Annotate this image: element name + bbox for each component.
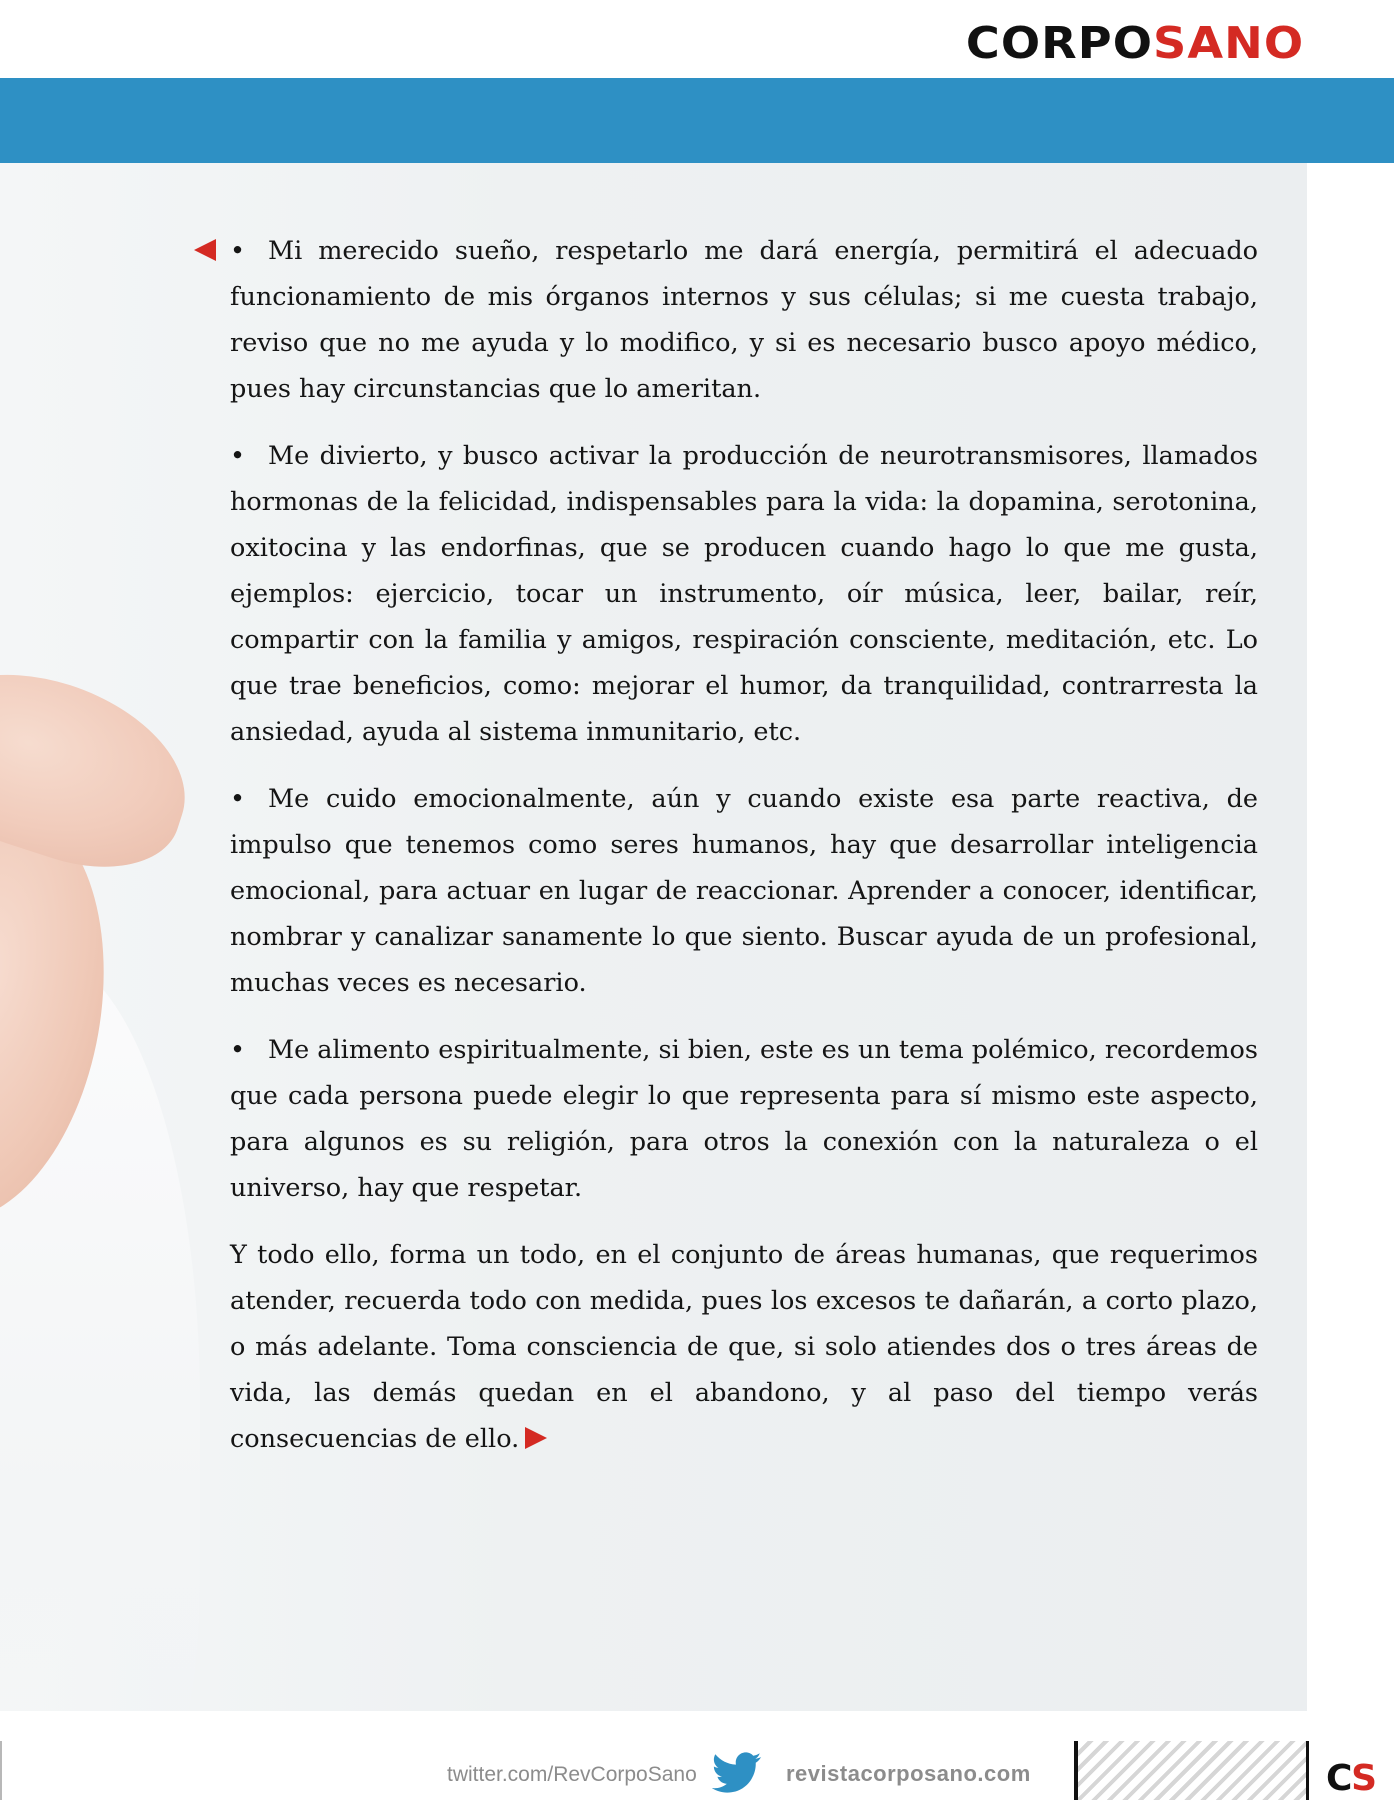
paragraph-text: Me divierto, y busco activar la producción de neurotransmisores, llamados hormonas de la felicidad, indispensables para la vida: la dopamina, serotonina, oxitocina y las endorfinas, que se producen cuando hago lo que me gusta, ejemplos: ejercicio, tocar un instrumento, oír música, leer, bailar, reír, compartir con la familia y amigos, respiración consciente, meditación, etc. Lo que trae beneficios, como: mejorar el humor, da tranquilidad, contrarresta la ansiedad, ayuda al sistema inmunitario, etc. xyxy=(230,441,1258,747)
background-photo-arm xyxy=(0,163,240,1711)
article-end-marker xyxy=(525,1427,547,1449)
cs-mark-c: C xyxy=(1326,1758,1352,1799)
paragraph-text: Mi merecido sueño, respetarlo me dará energía, permitirá el adecuado funcionamiento de mis órganos internos y sus células; si me cuesta trabajo, reviso que no me ayuda y lo modifico, y si es necesario busco apoyo médico, pues hay circunstancias que lo ameritan. xyxy=(230,236,1258,404)
website-link[interactable]: revistacorposano.com xyxy=(786,1761,1031,1786)
paragraph-emotional xyxy=(230,776,1258,1006)
bullet-marker: • xyxy=(230,1035,246,1065)
footer-edge-line xyxy=(0,1741,2,1800)
bullet-marker: • xyxy=(230,441,246,471)
twitter-bird-icon[interactable] xyxy=(712,1751,762,1795)
paragraph-text: Me alimento espiritualmente, si bien, este es un tema polémico, recordemos que cada persona puede elegir lo que representa para sí mismo este aspecto, para algunos es su religión, para otros la conexión con la naturaleza o el universo, hay que respetar. xyxy=(230,1035,1258,1203)
paragraph-spiritual xyxy=(230,1027,1258,1211)
corposano-logo[interactable] xyxy=(966,18,1304,70)
twitter-link[interactable]: twitter.com/RevCorpoSano xyxy=(447,1763,697,1786)
footer-divider xyxy=(1306,1741,1309,1800)
paragraph-fun xyxy=(230,433,1258,755)
article-start-marker xyxy=(194,239,216,261)
paragraph-text: Y todo ello, forma un todo, en el conjunto de áreas humanas, que requerimos atender, recuerda todo con medida, pues los excesos te dañarán, a corto plazo, o más adelante. Toma consciencia de que, si solo atiendes dos o tres áreas de vida, las demás quedan en el abandono, y al paso del tiempo verás consecuencias de ello. xyxy=(230,1240,1258,1454)
paragraph-text: Me cuido emocionalmente, aún y cuando existe esa parte reactiva, de impulso que tenemos como seres humanos, hay que desarrollar inteligencia emocional, para actuar en lugar de reaccionar. Aprender a conocer, identificar, nombrar y canalizar sanamente lo que siento. Buscar ayuda de un profesional, muchas veces es necesario. xyxy=(230,784,1258,998)
bullet-marker: • xyxy=(230,236,246,266)
footer-stripes xyxy=(1078,1741,1306,1800)
page-footer xyxy=(0,1711,1394,1800)
bullet-marker: • xyxy=(230,784,246,814)
article-body xyxy=(230,228,1258,1483)
page-header xyxy=(0,0,1394,78)
right-margin xyxy=(1307,163,1394,1711)
cs-logo-mark xyxy=(1326,1759,1375,1799)
paragraph-conclusion xyxy=(230,1232,1258,1462)
cs-mark-s: S xyxy=(1351,1758,1376,1799)
header-color-band xyxy=(0,78,1394,163)
logo-corpo: CORPO xyxy=(965,18,1153,69)
logo-sano: SANO xyxy=(1152,18,1304,69)
paragraph-sleep xyxy=(230,228,1258,412)
